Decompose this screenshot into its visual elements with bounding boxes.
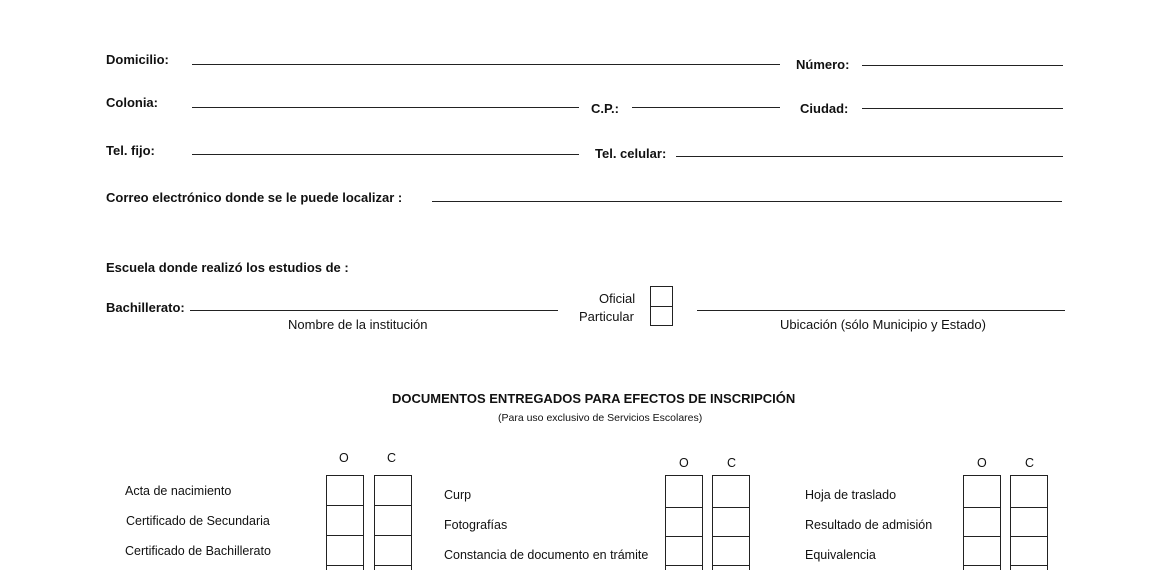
- group3-next-original-checkbox[interactable]: [963, 565, 1001, 570]
- doc-certificado-secundaria: Certificado de Secundaria: [126, 514, 270, 528]
- ciudad-label: Ciudad:: [800, 101, 849, 116]
- bachillerato-original-checkbox[interactable]: [326, 535, 364, 566]
- oficial-label: Oficial: [599, 291, 636, 306]
- particular-label: Particular: [579, 309, 634, 324]
- cp-field[interactable]: [632, 107, 780, 108]
- doc-curp: Curp: [444, 488, 472, 502]
- doc-constancia-tramite: Constancia de documento en trámite: [444, 548, 649, 562]
- escuela-heading: Escuela donde realizó los estudios de :: [106, 260, 349, 275]
- domicilio-field[interactable]: [192, 64, 780, 65]
- group1-c-header: C: [387, 451, 397, 465]
- oficial-checkbox[interactable]: [650, 286, 673, 307]
- doc-resultado-admision: Resultado de admisión: [805, 518, 933, 532]
- tel-celular-label: Tel. celular:: [595, 146, 667, 161]
- group1-next-copia-checkbox[interactable]: [374, 565, 412, 570]
- documentos-title: DOCUMENTOS ENTREGADOS PARA EFECTOS DE INSCRIPCIÓN: [392, 391, 796, 406]
- numero-field[interactable]: [862, 65, 1063, 66]
- group2-c-header: C: [727, 456, 737, 470]
- documentos-subtitle: (Para uso exclusivo de Servicios Escolares): [498, 412, 703, 424]
- doc-acta-nacimiento: Acta de nacimiento: [125, 484, 232, 498]
- secundaria-original-checkbox[interactable]: [326, 505, 364, 536]
- curp-original-checkbox[interactable]: [665, 475, 703, 508]
- constancia-copia-checkbox[interactable]: [712, 536, 750, 566]
- admision-original-checkbox[interactable]: [963, 507, 1001, 537]
- tel-fijo-label: Tel. fijo:: [106, 143, 155, 158]
- bachillerato-label: Bachillerato:: [106, 300, 185, 315]
- group2-next-copia-checkbox[interactable]: [712, 565, 750, 570]
- bachillerato-copia-checkbox[interactable]: [374, 535, 412, 566]
- domicilio-label: Domicilio:: [106, 52, 169, 67]
- group1-o-header: O: [339, 451, 349, 465]
- equivalencia-original-checkbox[interactable]: [963, 536, 1001, 566]
- ubicacion-caption: Ubicación (sólo Municipio y Estado): [780, 317, 986, 332]
- group3-c-header: C: [1025, 456, 1035, 470]
- equivalencia-copia-checkbox[interactable]: [1010, 536, 1048, 566]
- acta-original-checkbox[interactable]: [326, 475, 364, 506]
- correo-label: Correo electrónico donde se le puede localizar :: [106, 190, 403, 205]
- group1-next-original-checkbox[interactable]: [326, 565, 364, 570]
- doc-fotografias: Fotografías: [444, 518, 508, 532]
- constancia-original-checkbox[interactable]: [665, 536, 703, 566]
- institucion-field[interactable]: [190, 310, 558, 311]
- group3-next-copia-checkbox[interactable]: [1010, 565, 1048, 570]
- colonia-field[interactable]: [192, 107, 579, 108]
- group3-o-header: O: [977, 456, 987, 470]
- acta-copia-checkbox[interactable]: [374, 475, 412, 506]
- fotografias-original-checkbox[interactable]: [665, 507, 703, 537]
- curp-copia-checkbox[interactable]: [712, 475, 750, 508]
- cp-label: C.P.:: [591, 101, 619, 116]
- doc-equivalencia: Equivalencia: [805, 548, 876, 562]
- group2-next-original-checkbox[interactable]: [665, 565, 703, 570]
- secundaria-copia-checkbox[interactable]: [374, 505, 412, 536]
- fotografias-copia-checkbox[interactable]: [712, 507, 750, 537]
- doc-hoja-traslado: Hoja de traslado: [805, 488, 897, 502]
- nombre-institucion-caption: Nombre de la institución: [288, 317, 428, 332]
- colonia-label: Colonia:: [106, 95, 158, 110]
- traslado-copia-checkbox[interactable]: [1010, 475, 1048, 508]
- particular-checkbox[interactable]: [650, 306, 673, 326]
- ciudad-field[interactable]: [862, 108, 1063, 109]
- ubicacion-field[interactable]: [697, 310, 1065, 311]
- tel-fijo-field[interactable]: [192, 154, 579, 155]
- admision-copia-checkbox[interactable]: [1010, 507, 1048, 537]
- doc-certificado-bachillerato: Certificado de Bachillerato: [125, 544, 271, 558]
- correo-field[interactable]: [432, 201, 1062, 202]
- numero-label: Número:: [796, 57, 850, 72]
- tel-celular-field[interactable]: [676, 156, 1063, 157]
- traslado-original-checkbox[interactable]: [963, 475, 1001, 508]
- group2-o-header: O: [679, 456, 689, 470]
